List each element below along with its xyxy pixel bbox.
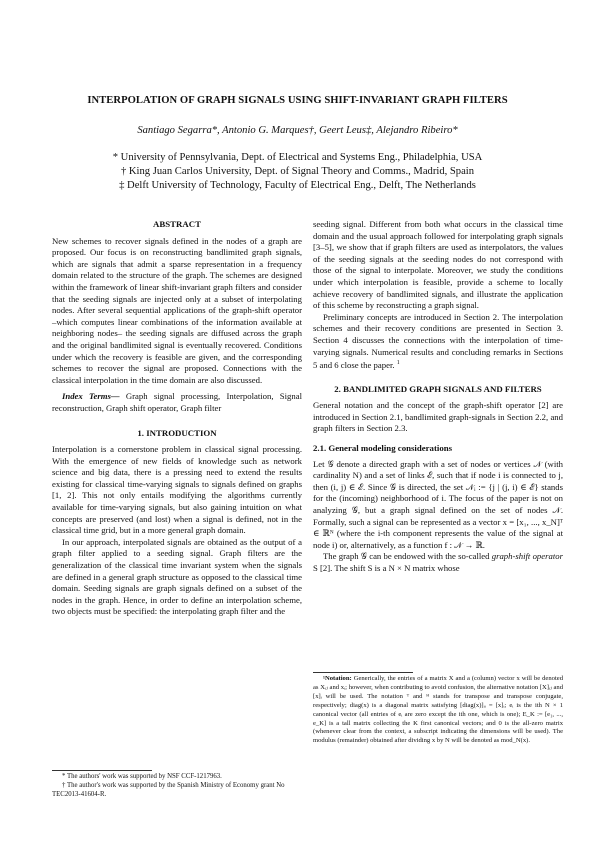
section-2-paragraph-1: General notation and the concept of the graph-shift operator [2] are introduced in Section 2.1, bandlimited graph-signals in Section 2.2, and graph filters in Section 2.3.	[313, 400, 563, 434]
abstract-text: New schemes to recover signals defined in the nodes of a graph are proposed. Our focus is on reconstructing bandlimited graph signals, which are signals that admit a sparse representation in a frequency domain related to the structure of the graph. The schemes are designed within the framework of linear shift-invariant graph filters and consider that the seeding signals are injected only at a subset of interpolating nodes. After several sequential applications of the graph-shift operator –which computes linear combinations of the information available at neighboring nodes– the seeding signals are diffused across the graph and the original bandlimited signal is eventually recovered. Conditions under which the recovery is feasible are given, and the corresponding schemes to recover the signal are proposed. Connections with the classical interpolation in the time domain are also discussed.	[52, 235, 302, 385]
footnote-notation-text: Generically, the entries of a matrix X and a (column) vector x will be denoted as Xᵢⱼ and xᵢ; however, when contributing to avoid confusion, the alternative notation [X]ᵢⱼ and [x]ᵢ will be used. The notation ᵀ and ᴴ stands for transpose and transpose conjugate, respectively; diag(x) is a diagonal matrix satisfying [diag(x)]ᵢᵢ = [x]ᵢ; eᵢ is the ith N × 1 canonical vector (all entries of eᵢ are zero except the ith one, which is one); E_K := [e₁, ..., e_K] is a tall matrix collecting the K first canonical vectors; and 0 is the all-zero matrix (whenever clear from the context, a subscript indicating the dimensions will be used). The modulus (remainder) obtained after dividing x by N will be denoted as mod_N(x).	[313, 675, 563, 745]
subsection-2-1-heading: 2.1. General modeling considerations	[313, 442, 453, 453]
left-column	[52, 219, 302, 618]
footnote-rule-left	[52, 770, 152, 771]
right-column	[313, 219, 563, 575]
intro-heading: 1. INTRODUCTION	[137, 427, 217, 438]
section-2-paragraph-3	[313, 551, 563, 574]
footnote-funding-1: * The authors' work was supported by NSF CCF-1217963.	[62, 773, 222, 780]
footnote-marker: 1	[396, 360, 400, 367]
footnote-notation	[313, 675, 563, 746]
right-paragraph-1: seeding signal. Different from both what occurs in the classical time domain and the usual approach followed for interpolating graph signals [3–5], we show that if graph filters are used as interpolators, the values of the seeding signals at the seeding nodes do not correspond with those of the signal to interpolate. Moreover, we study the conditions under which interpolation is feasible, provide a scheme to locally achieve recovery of bandlimited signals, and illustrate the application of this scheme by reconstructing a graph signal.	[313, 219, 563, 311]
section-2-paragraph-2: Let 𝒢 denote a directed graph with a set of nodes or vertices 𝒩 (with cardinality N) and a set of links ℰ, such that if node i is connected to j, then (i, j) ∈ ℰ. Since 𝒢 is directed, the set 𝒩ᵢ := {j | (j, i) ∈ ℰ} stands for the (incoming) neighborhood of i. The focus of the paper is not on analyzing 𝒢, but a graph signal defined on the set of nodes 𝒩. Formally, such a signal can be represented as a vector x = [x₁, ..., x_N]ᵀ ∈ ℝᴺ (where the i-th component represents the value of the signal at node i) or, alternatively, as a function f : 𝒩 → ℝ.	[313, 458, 563, 550]
intro-paragraph-1: Interpolation is a cornerstone problem in classical signal processing. With the emergence of new fields of knowledge such as network science and big data, there is a pressing need to extend the results existing for classical time-varying signals to signals defined on graphs [1, 2]. This not only entails modifying the algorithms currently available for time-varying signals, but also gaining intuition on what concepts are preserved (and lost) when a signal is defined, not in the classical time grid, but in a more general graph domain.	[52, 444, 302, 536]
abstract-heading: ABSTRACT	[153, 219, 201, 229]
section-2-p3-end: S [2]. The shift S is a N × N matrix whose	[313, 562, 460, 573]
section-2-p3-emphasis: graph-shift operator	[491, 551, 563, 562]
paper-title: INTERPOLATION OF GRAPH SIGNALS USING SHIFT-INVARIANT GRAPH FILTERS	[87, 95, 508, 106]
index-terms-text: Graph signal processing, Interpolation, Signal reconstruction, Graph shift operator, Graph filter	[52, 391, 302, 413]
footnotes-left	[52, 773, 302, 799]
affiliation-1: * University of Pennsylvania, Dept. of Electrical and Systems Eng., Philadelphia, USA	[112, 152, 483, 163]
footnote-notation-label: ¹Notation:	[323, 675, 352, 682]
intro-paragraph-2: In our approach, interpolated signals are obtained as the output of a graph filter applied to a seeding signal. Graph filters are the generalization of the classical time invariant system when the signals are defined in a general graph structure as opposed to the classical time domain. Seeding signals are graph signals defined on a subset of the nodes in the graph. Hence, in order to define an interpolation scheme, two objects must be specified: the interpolating graph filter and the	[52, 536, 302, 617]
affiliation-2: † King Juan Carlos University, Dept. of Signal Theory and Comms., Madrid, Spain	[120, 166, 475, 178]
affiliations	[40, 151, 555, 194]
footnote-rule-right	[313, 672, 413, 673]
author-list: Santiago Segarra*, Antonio G. Marques†, Geert Leus‡, Alejandro Ribeiro*	[137, 125, 458, 136]
right-paragraph-2	[313, 312, 563, 372]
index-terms	[52, 391, 302, 414]
index-terms-label: Index Terms—	[62, 391, 120, 402]
section-2-p3-start: The graph 𝒢 can be endowed with the so-called	[323, 551, 492, 562]
right-paragraph-2-text: Preliminary concepts are introduced in Section 2. The interpolation schemes and their recovery conditions are presented in Section 3. Section 4 discusses the connections with the interpolation of time-varying signals. Numerical results and concluding remarks in Sections 5 and 6 close the paper.	[313, 311, 563, 371]
section-2-heading: 2. BANDLIMITED GRAPH SIGNALS AND FILTERS	[334, 383, 542, 394]
affiliation-3: ‡ Delft University of Technology, Faculty of Electrical Eng., Delft, The Netherlands	[119, 180, 476, 192]
footnote-funding-2: † The author's work was supported by the Spanish Ministry of Economy grant No TEC2013-41604-R.	[52, 781, 285, 798]
